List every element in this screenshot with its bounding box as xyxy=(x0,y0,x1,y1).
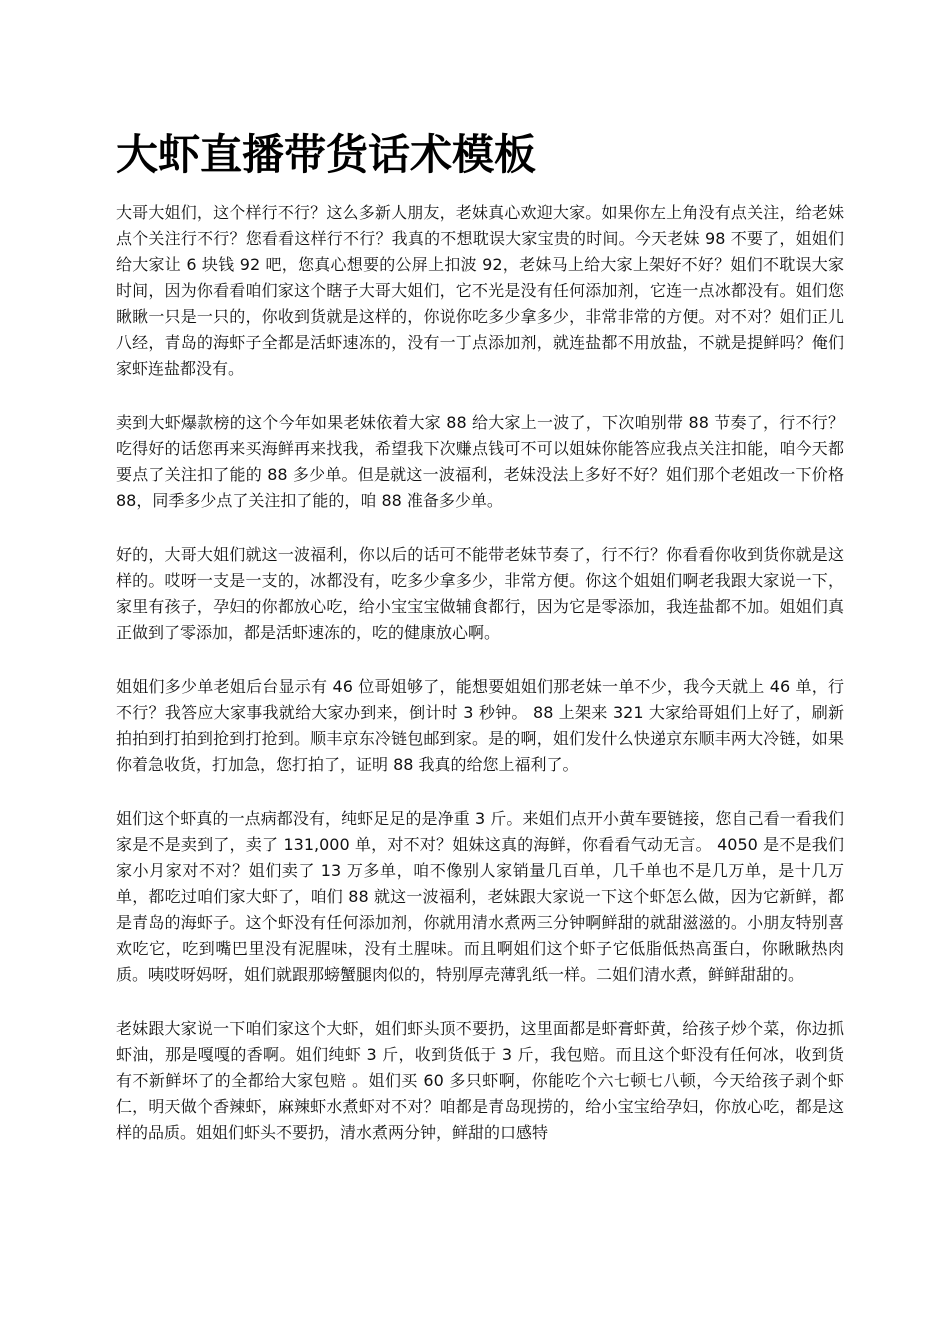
paragraph: 好的，大哥大姐们就这一波福利，你以后的话可不能带老妹节奏了，行不行？你看看你收到货你就是这样的。哎呀一支是一支的，冰都没有，吃多少拿多少，非常方便。你这个姐姐们啊老我跟大家说一下，家里有孩子，孕妇的你都放心吃，给小宝宝宝做辅食都行，因为它是零添加，我连盐都不加。姐姐们真正做到了零添加，都是活虾速冻的，吃的健康放心啊。 xyxy=(116,545,844,642)
paragraph: 老妹跟大家说一下咱们家这个大虾，姐们虾头顶不要扔，这里面都是虾膏虾黄，给孩子炒个菜，你边抓虾油，那是嘎嘎的香啊。姐们纯虾 3 斤，收到货低于 3 斤，我包赔。而且这个虾没有任何冰，收到货有不新鲜坏了的全都给大家包赔 。姐们买 60 多只虾啊，你能吃个六七顿七八顿，今天给孩子剥个虾仁，明天做个香辣虾，麻辣虾水煮虾对不对？咱都是青岛现捞的，给小宝宝给孕妇，你放心吃，都是这样的品质。姐姐们虾头不要扔，清水煮两分钟，鲜甜的口感特 xyxy=(116,1019,844,1142)
document-page xyxy=(116,0,844,1146)
paragraph: 姐姐们多少单老姐后台显示有 46 位哥姐够了，能想要姐姐们那老妹一单不少，我今天就上 46 单，行不行？我答应大家事我就给大家办到来，倒计时 3 秒钟。 88 上架来 321 大家给哥姐们上好了，刷新拍拍到打拍到抢到打抢到。顺丰京东冷链包邮到家。是的啊，姐们发什么快递京东顺丰两大冷链，如果你着急收货，打加急，您打拍了，证明 88 我真的给您上福利了。 xyxy=(116,677,844,774)
document-title: 大虾直播带货话术模板 xyxy=(116,130,537,179)
paragraph: 姐们这个虾真的一点病都没有，纯虾足足的是净重 3 斤。来姐们点开小黄车要链接，您自己看一看我们家是不是卖到了，卖了 131,000 单，对不对？姐妹这真的海鲜，你看看气动无言。 4050 是不是我们家小月家对不对？姐们卖了 13 万多单，咱不像别人家销量几百单，几千单也不是几万单，是十几万单，都吃过咱们家大虾了，咱们 88 就这一波福利，老妹跟大家说一下这个虾怎么做，因为它新鲜，都是青岛的海虾子。这个虾没有任何添加剂，你就用清水煮两三分钟啊鲜甜的就甜滋滋的。小朋友特别喜欢吃它，吃到嘴巴里没有泥腥味，没有土腥味。而且啊姐们这个虾子它低脂低热高蛋白，你瞅瞅热肉质。咦哎呀妈呀，姐们就跟那螃蟹腿肉似的，特别厚壳薄乳纸一样。二姐们清水煮，鲜鲜甜甜的。 xyxy=(116,809,844,984)
paragraph: 卖到大虾爆款榜的这个今年如果老妹依着大家 88 给大家上一波了，下次咱别带 88 节奏了，行不行？吃得好的话您再来买海鲜再来找我，希望我下次赚点钱可不可以姐妹你能答应我点关注扣能，咱今天都要点了关注扣了能的 88 多少单。但是就这一波福利，老妹没法上多好不好？姐们那个老姐改一下价格 88，同季多少点了关注扣了能的，咱 88 准备多少单。 xyxy=(116,413,844,510)
document-body xyxy=(116,200,844,1146)
paragraph: 大哥大姐们，这个样行不行？这么多新人朋友，老妹真心欢迎大家。如果你左上角没有点关注，给老妹点个关注行不行？您看看这样行不行？我真的不想耽误大家宝贵的时间。今天老妹 98 不要了，姐姐们给大家让 6 块钱 92 吧，您真心想要的公屏上扣波 92，老妹马上给大家上架好不好？姐们不耽误大家时间，因为你看看咱们家这个瞎子大哥大姐们，它不光是没有任何添加剂，它连一点冰都没有。姐们您瞅瞅一只是一只的，你收到货就是这样的，你说你吃多少拿多少，非常非常的方便。对不对？姐们正儿八经，青岛的海虾子全都是活虾速冻的，没有一丁点添加剂，就连盐都不用放盐，不就是提鲜吗？俺们家虾连盐都没有。 xyxy=(116,203,844,378)
